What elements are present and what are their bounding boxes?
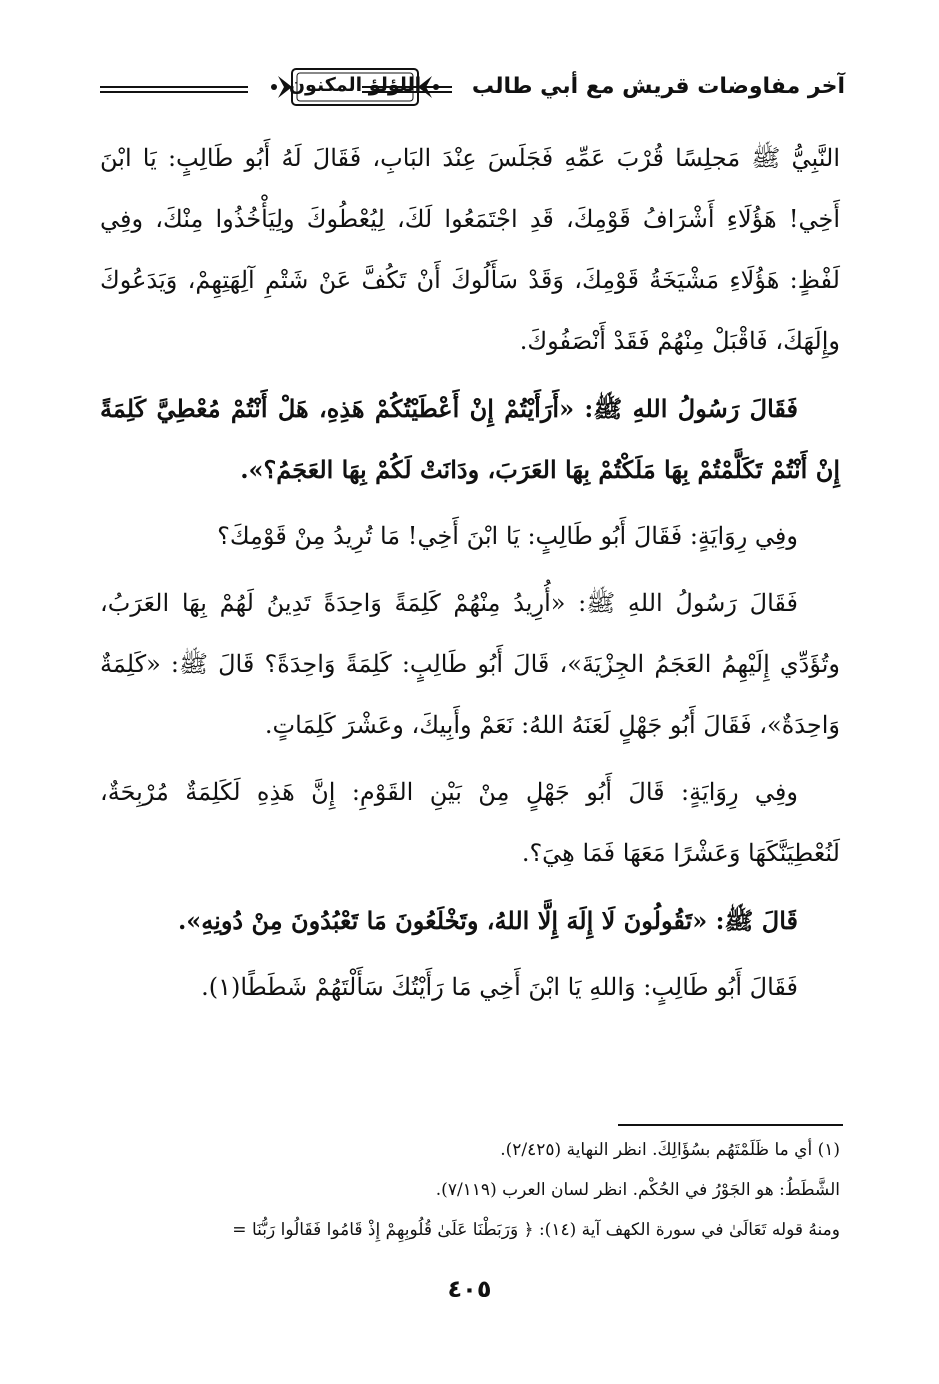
footnote: ومنهُ قوله تَعَالَىٰ في سورة الكهف آية (١٤): ﴿ وَرَبَطْنَا عَلَىٰ قُلُوبِهِمْ إِذْ قَامُوا فَقَالُوا رَبُّنَا = <box>232 1220 840 1240</box>
header-rule <box>100 86 248 93</box>
running-header <box>100 62 845 114</box>
page-number: ٤٠٥ <box>447 1275 492 1303</box>
paragraph: النَّبِيُّ ﷺ مَجلِسًا قُرْبَ عَمِّهِ فَجَلَسَ عِنْدَ البَابِ، فَقَالَ لَهُ أَبُو طَالِبٍ: يَا ابْنَ أَخِي! هَؤُلَاءِ أَشْرَافُ قَوْمِكَ، قَدِ اجْتَمَعُوا لَكَ، لِيُعْطُوكَ ولِيَأْخُذُوا مِنْكَ، وفِي لَفْظٍ: هَؤُلَاءِ مَشْيَخَةُ قَوْمِكَ، وَقَدْ سَأَلُوكَ أَنْ تَكُفَّ عَنْ شَتْمِ آلِهَتِهِمْ، وَيَدَعُوكَ وإِلَهَكَ، فَاقْبَلْ مِنْهُمْ فَقَدْ أَنْصَفُوكَ. <box>100 144 841 355</box>
main-text <box>100 128 840 1024</box>
paragraph: فَقَالَ أَبُو طَالِبٍ: وَاللهِ يَا ابْنَ أَخِي مَا رَأَيْتُكَ سَأَلْتَهُمْ شَطَطًا(١). <box>201 973 798 1001</box>
footnote-separator <box>618 1124 843 1126</box>
footnotes <box>90 1130 840 1250</box>
book-title: اللؤلؤ المكنون <box>288 74 422 96</box>
book-title-ornament <box>270 64 440 110</box>
chapter-title: آخر مفاوضات قريش مع أبي طالب <box>471 74 845 99</box>
paragraph: وفِي رِوَايَةٍ: قَالَ أَبُو جَهْلٍ مِنْ بَيْنِ القَوْمِ: إِنَّ هَذِهِ لَكَلِمَةٌ مُرْبِحَةٌ، لَنُعْطِيَنَّكَهَا وَعَشْرًا مَعَهَا فَمَا هِيَ؟. <box>100 778 840 867</box>
paragraph: فَقَالَ رَسُولُ اللهِ ﷺ: «أَرَأَيْتُمْ إِنْ أَعْطَيْتُكُمْ هَذِهِ، هَلْ أَنْتُمْ مُعْطِيَّ كَلِمَةً إِنْ أَنْتُمْ تَكَلَّمْتُمْ بِهَا مَلَكْتُمْ بِهَا العَرَبَ، ودَانَتْ لَكُمْ بِهَا العَجَمُ؟». <box>100 394 840 484</box>
footnote: الشَّطَطُ: هو الجَوْرُ في الحُكْم. انظر لسان العرب (٧/١١٩). <box>435 1180 840 1200</box>
paragraph: وفِي رِوَايَةٍ: فَقَالَ أَبُو طَالِبٍ: يَا ابْنَ أَخِي! مَا تُرِيدُ مِنْ قَوْمِكَ؟ <box>217 522 798 550</box>
paragraph: فَقَالَ رَسُولُ اللهِ ﷺ: «أُرِيدُ مِنْهُمْ كَلِمَةً وَاحِدَةً تَدِينُ لَهُمْ بِهَا العَرَبُ، وتُؤَدِّي إِلَيْهِمُ العَجَمُ الجِزْيَةَ»، قَالَ أَبُو طَالِبٍ: كَلِمَةً وَاحِدَةً؟ قَالَ ﷺ: «كَلِمَةٌ وَاحِدَةٌ»، فَقَالَ أَبُو جَهْلٍ لَعَنَهُ اللهُ: نَعَمْ وأَبِيكَ، وعَشْرَ كَلِمَاتٍ. <box>100 589 840 739</box>
paragraph: قَالَ ﷺ: «تَقُولُونَ لَا إِلَهَ إِلَّا اللهُ، وتَخْلَعُونَ مَا تَعْبُدُونَ مِنْ دُونِهِ». <box>177 906 798 935</box>
footnote: (١) أي ما ظَلَمْتَهُم بسُؤَالِكَ. انظر النهاية (٢/٤٢٥). <box>500 1140 840 1160</box>
